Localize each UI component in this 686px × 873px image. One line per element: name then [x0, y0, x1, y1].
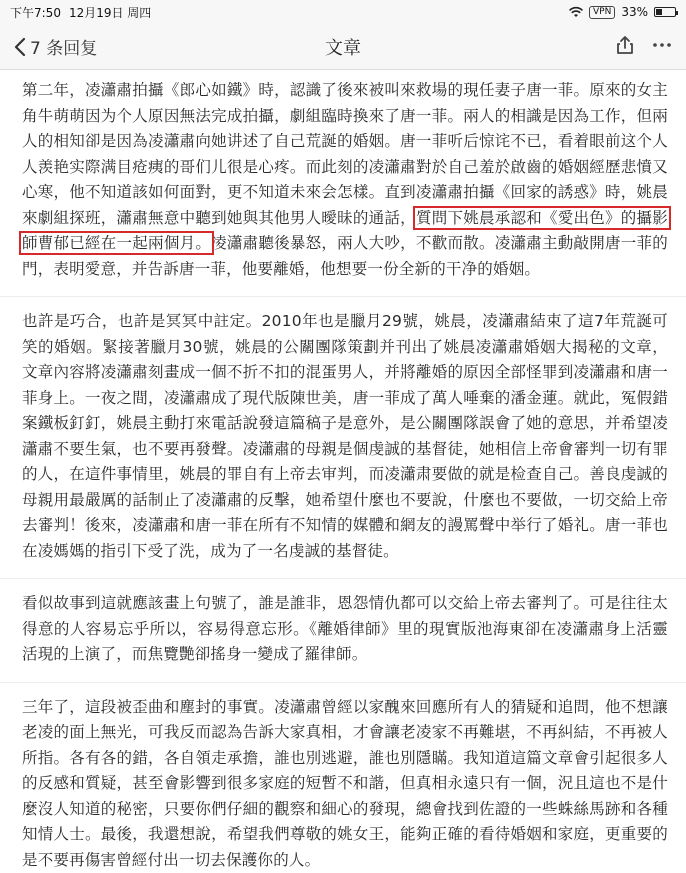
back-label: 7 条回复 [30, 34, 97, 59]
nav-bar [0, 24, 686, 70]
more-icon [652, 35, 672, 55]
nav-actions [616, 35, 672, 59]
battery-percent: 33% [621, 5, 648, 19]
highlighted-sentence: 質問下姚晨承認和《愛出色》的攝影師曹郁已經在一起兩個月。 [22, 209, 668, 253]
status-date: 12月19日 周四 [69, 4, 151, 21]
share-button[interactable] [616, 35, 634, 59]
paragraph-text: 凌瀟肅聽後暴怒，兩人大吵，不歡而散。凌瀟肅主動敲開唐一菲的門，表明愛意，并告訴唐一菲，他要離婚，他想要一份全新的干净的婚姻。 [22, 234, 668, 278]
battery-level [656, 9, 662, 15]
chevron-left-icon [14, 37, 26, 57]
article-paragraph-1 [22, 78, 668, 282]
more-button[interactable] [652, 35, 672, 59]
paragraph-divider [0, 296, 686, 297]
page-title: 文章 [0, 34, 686, 60]
vpn-badge: VPN [589, 6, 615, 19]
article-paragraph-3: 看似故事到這就應該畫上句號了，誰是誰非，恩怨情仇都可以交給上帝去審判了。可是往往太得意的人容易忘乎所以，容易得意忘形。《離婚律師》里的現實版池海東卻在凌瀟肅身上活靈活現的上演了，而焦覽艷卻搖身一變成了羅律師。 [22, 591, 668, 668]
paragraph-divider [0, 578, 686, 579]
wifi-icon [569, 7, 583, 18]
article-body [0, 70, 686, 805]
status-bar [0, 0, 686, 24]
share-icon [616, 35, 634, 55]
back-button[interactable] [14, 34, 97, 59]
status-time: 下午7:50 [10, 4, 61, 21]
battery-icon [654, 7, 676, 17]
article-paragraph-2: 也許是巧合，也許是冥冥中註定。2010年也是臘月29號，姚晨，凌瀟肅結束了這7年荒誕可笑的婚姻。緊接著臘月30號，姚晨的公關團隊策劃并刊出了姚晨凌瀟肅婚姻大揭秘的文章，文章內容將凌瀟肅刻畫成一個不折不扣的混蛋男人，并將離婚的原因全部怪罪到凌瀟肅和唐一菲身上。一夜之間，凌瀟肅成了現代版陳世美，唐一菲成了萬人唾棄的潘金蓮。就此，冤假錯案鐵板釘釘，姚晨主動打來電話說發這篇稿子是意外，是公關團隊誤會了她的意思，并希望凌瀟肅不要生氣，也不要再發聲。凌瀟肅的母親是個虔誠的基督徒，她相信上帝會審判一切有罪的人，在這件事情里，姚晨的罪自有上帝去审判，而凌瀟肃要做的就是检查自己。善良虔誠的母親用最嚴厲的話制止了凌瀟肅的反擊，她希望什麼也不要說，什麼也不要做，一切交給上帝去審判！後來，凌瀟肅和唐一菲在所有不知情的媒體和網友的謾罵聲中举行了婚礼。唐一菲也在凌媽媽的指引下受了洗，成为了一名虔誠的基督徒。 [22, 309, 668, 564]
status-left [10, 4, 151, 21]
paragraph-text: 第二年，凌瀟肅拍攝《郎心如鐵》時，認識了後來被叫來救場的現任妻子唐一菲。原來的女主角牛萌萌因为个人原因無法完成拍攝，劇組臨時換來了唐一菲。兩人的相識是因為工作，但兩人的相知卻是因為凌瀟肅向她讲述了自己荒誕的婚姻。唐一菲听后惊诧不已，看着眼前这个人人羡艳实際满目疮痍的哥们儿很是心疼。而此刻的凌瀟肅對於自己羞於啟齒的婚姻經歷悲憤又心寒，他不知道該如何面對，更不知道未來会怎樣。直到凌瀟肅拍攝《回家的誘惑》時，姚晨來劇組探班，瀟肅無意中聽到她與其他男人曖昧的通話， [22, 81, 668, 227]
paragraph-divider [0, 682, 686, 683]
status-right [569, 5, 676, 19]
article-paragraph-4: 三年了，這段被歪曲和塵封的事實。凌瀟肅曾經以家醜來回應所有人的猜疑和追問，他不想讓老凌的面上無光，可我反而認為告訴大家真相，才會讓老凌家不再難堪，不再糾結，不再被人所指。各有各的錯，各自領走承擔，誰也別逃避，誰也別隱瞞。我知道這篇文章會引起很多人的反感和質疑，甚至會影響到很多家庭的短暫不和諧，但真相永遠只有一個，況且這也不是什麼沒人知道的秘密，只要你們仔細的觀察和細心的發現，總會找到佐證的一些蛛絲馬跡和各種知情人士。最後，我還想說，希望我們尊敬的姚女王，能夠正確的看待婚姻和家庭，更重要的是不要再傷害曾經付出一切去保護你的人。 [22, 695, 668, 873]
